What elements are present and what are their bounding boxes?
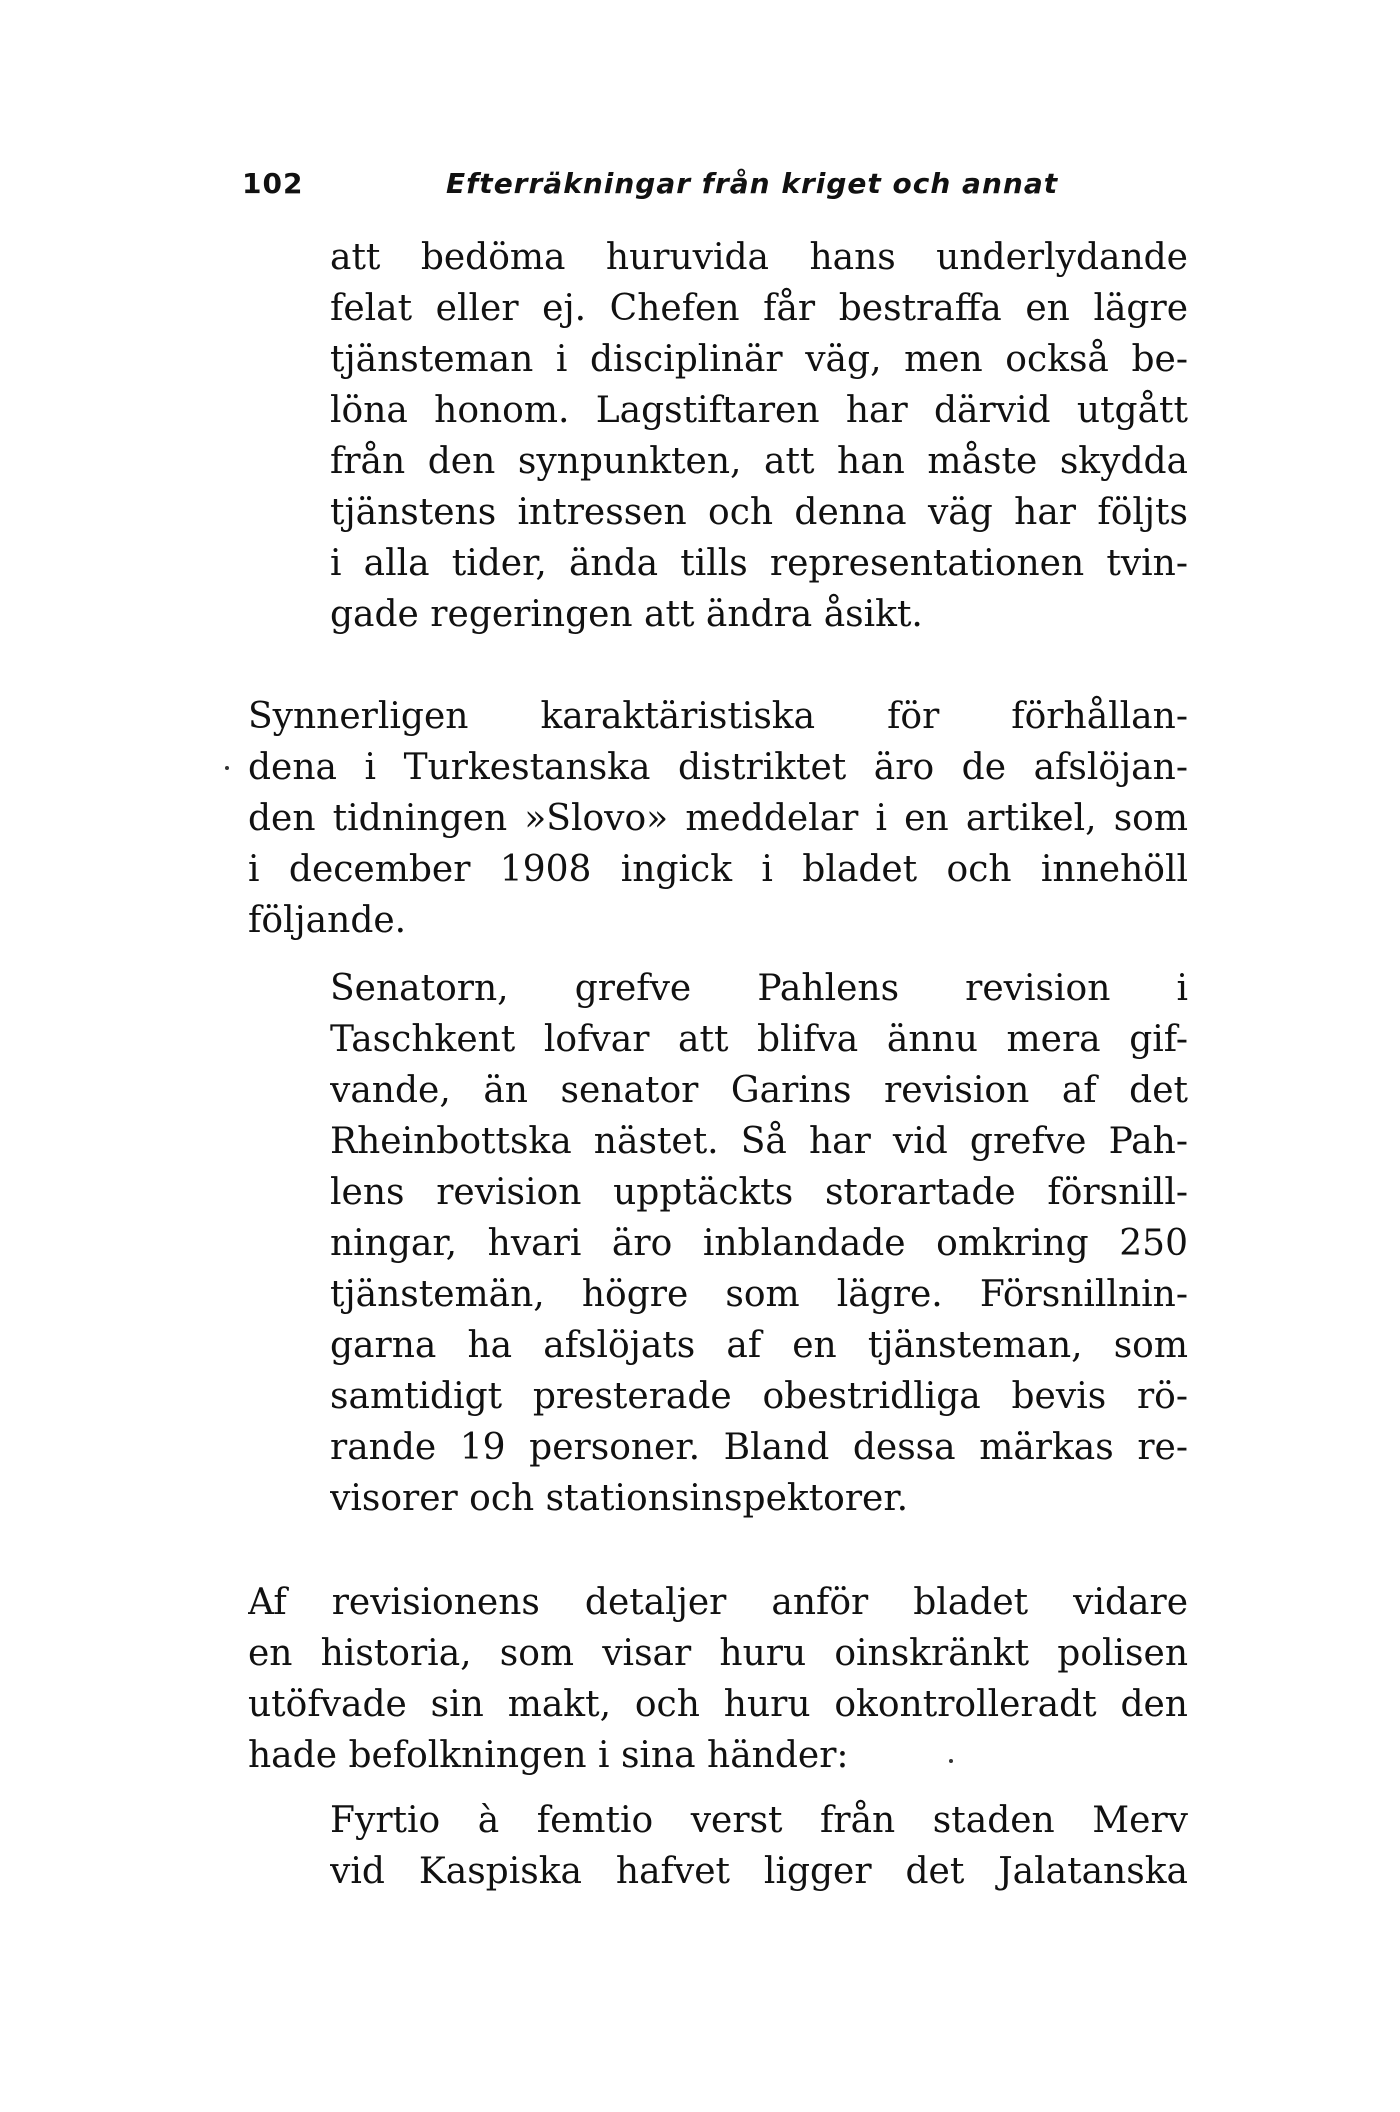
text-line: en historia, som visar huru oinskränkt polisen [248, 1633, 1188, 1674]
quoted-paragraph [330, 963, 1188, 1524]
text-line: i alla tider, ända tills representationen tvin- [330, 543, 1188, 584]
quoted-paragraph [330, 1795, 1188, 1897]
print-speck [949, 1759, 953, 1763]
text-line: visorer och stationsinspektorer. [330, 1478, 909, 1519]
text-line: hade befolkningen i sina händer: [248, 1735, 849, 1776]
text-line: den tidningen »Slovo» meddelar i en artikel, som [248, 798, 1188, 839]
text-line: Af revisionens detaljer anför bladet vidare [248, 1582, 1188, 1623]
text-line: gade regeringen att ändra åsikt. [330, 594, 923, 635]
text-line: Rheinbottska nästet. Så har vid grefve Pah- [330, 1121, 1188, 1162]
text-line: utöfvade sin makt, och huru okontrolleradt den [248, 1684, 1188, 1725]
text-line: från den synpunkten, att han måste skydda [330, 441, 1188, 482]
text-line: vande, än senator Garins revision af det [330, 1070, 1188, 1111]
text-line: följande. [248, 900, 407, 941]
running-header-title: Efterräkningar från kriget och annat [446, 167, 1059, 200]
text-line: vid Kaspiska hafvet ligger det Jalatanska [330, 1851, 1188, 1892]
text-line: tjänstemän, högre som lägre. Försnillnin- [330, 1274, 1188, 1315]
text-line: rande 19 personer. Bland dessa märkas re- [330, 1427, 1188, 1468]
text-line: Senatorn, grefve Pahlens revision i [330, 968, 1188, 1009]
print-speck [225, 766, 229, 770]
text-line: felat eller ej. Chefen får bestraffa en lägre [330, 288, 1188, 329]
text-line: att bedöma huruvida hans underlydande [330, 237, 1188, 278]
paragraph [248, 691, 1188, 946]
text-line: löna honom. Lagstiftaren har därvid utgått [330, 390, 1188, 431]
text-line: garna ha afslöjats af en tjänsteman, som [330, 1325, 1188, 1366]
text-line: lens revision upptäckts storartade försnill- [330, 1172, 1188, 1213]
text-line: Fyrtio à femtio verst från staden Merv [330, 1800, 1188, 1841]
text-line: tjänstens intressen och denna väg har följts [330, 492, 1188, 533]
text-line: Taschkent lofvar att blifva ännu mera gif- [330, 1019, 1188, 1060]
paragraph [248, 1577, 1188, 1781]
text-line: tjänsteman i disciplinär väg, men också be- [330, 339, 1188, 380]
paragraph [330, 232, 1188, 640]
text-line: samtidigt presterade obestridliga bevis rö- [330, 1376, 1188, 1417]
page-number: 102 [242, 167, 304, 200]
text-line: ningar, hvari äro inblandade omkring 250 [330, 1223, 1188, 1264]
text-line: i december 1908 ingick i bladet och innehöll [248, 849, 1188, 890]
text-line: dena i Turkestanska distriktet äro de afslöjan- [248, 747, 1188, 788]
text-line: Synnerligen karaktäristiska för förhållan- [248, 696, 1188, 737]
